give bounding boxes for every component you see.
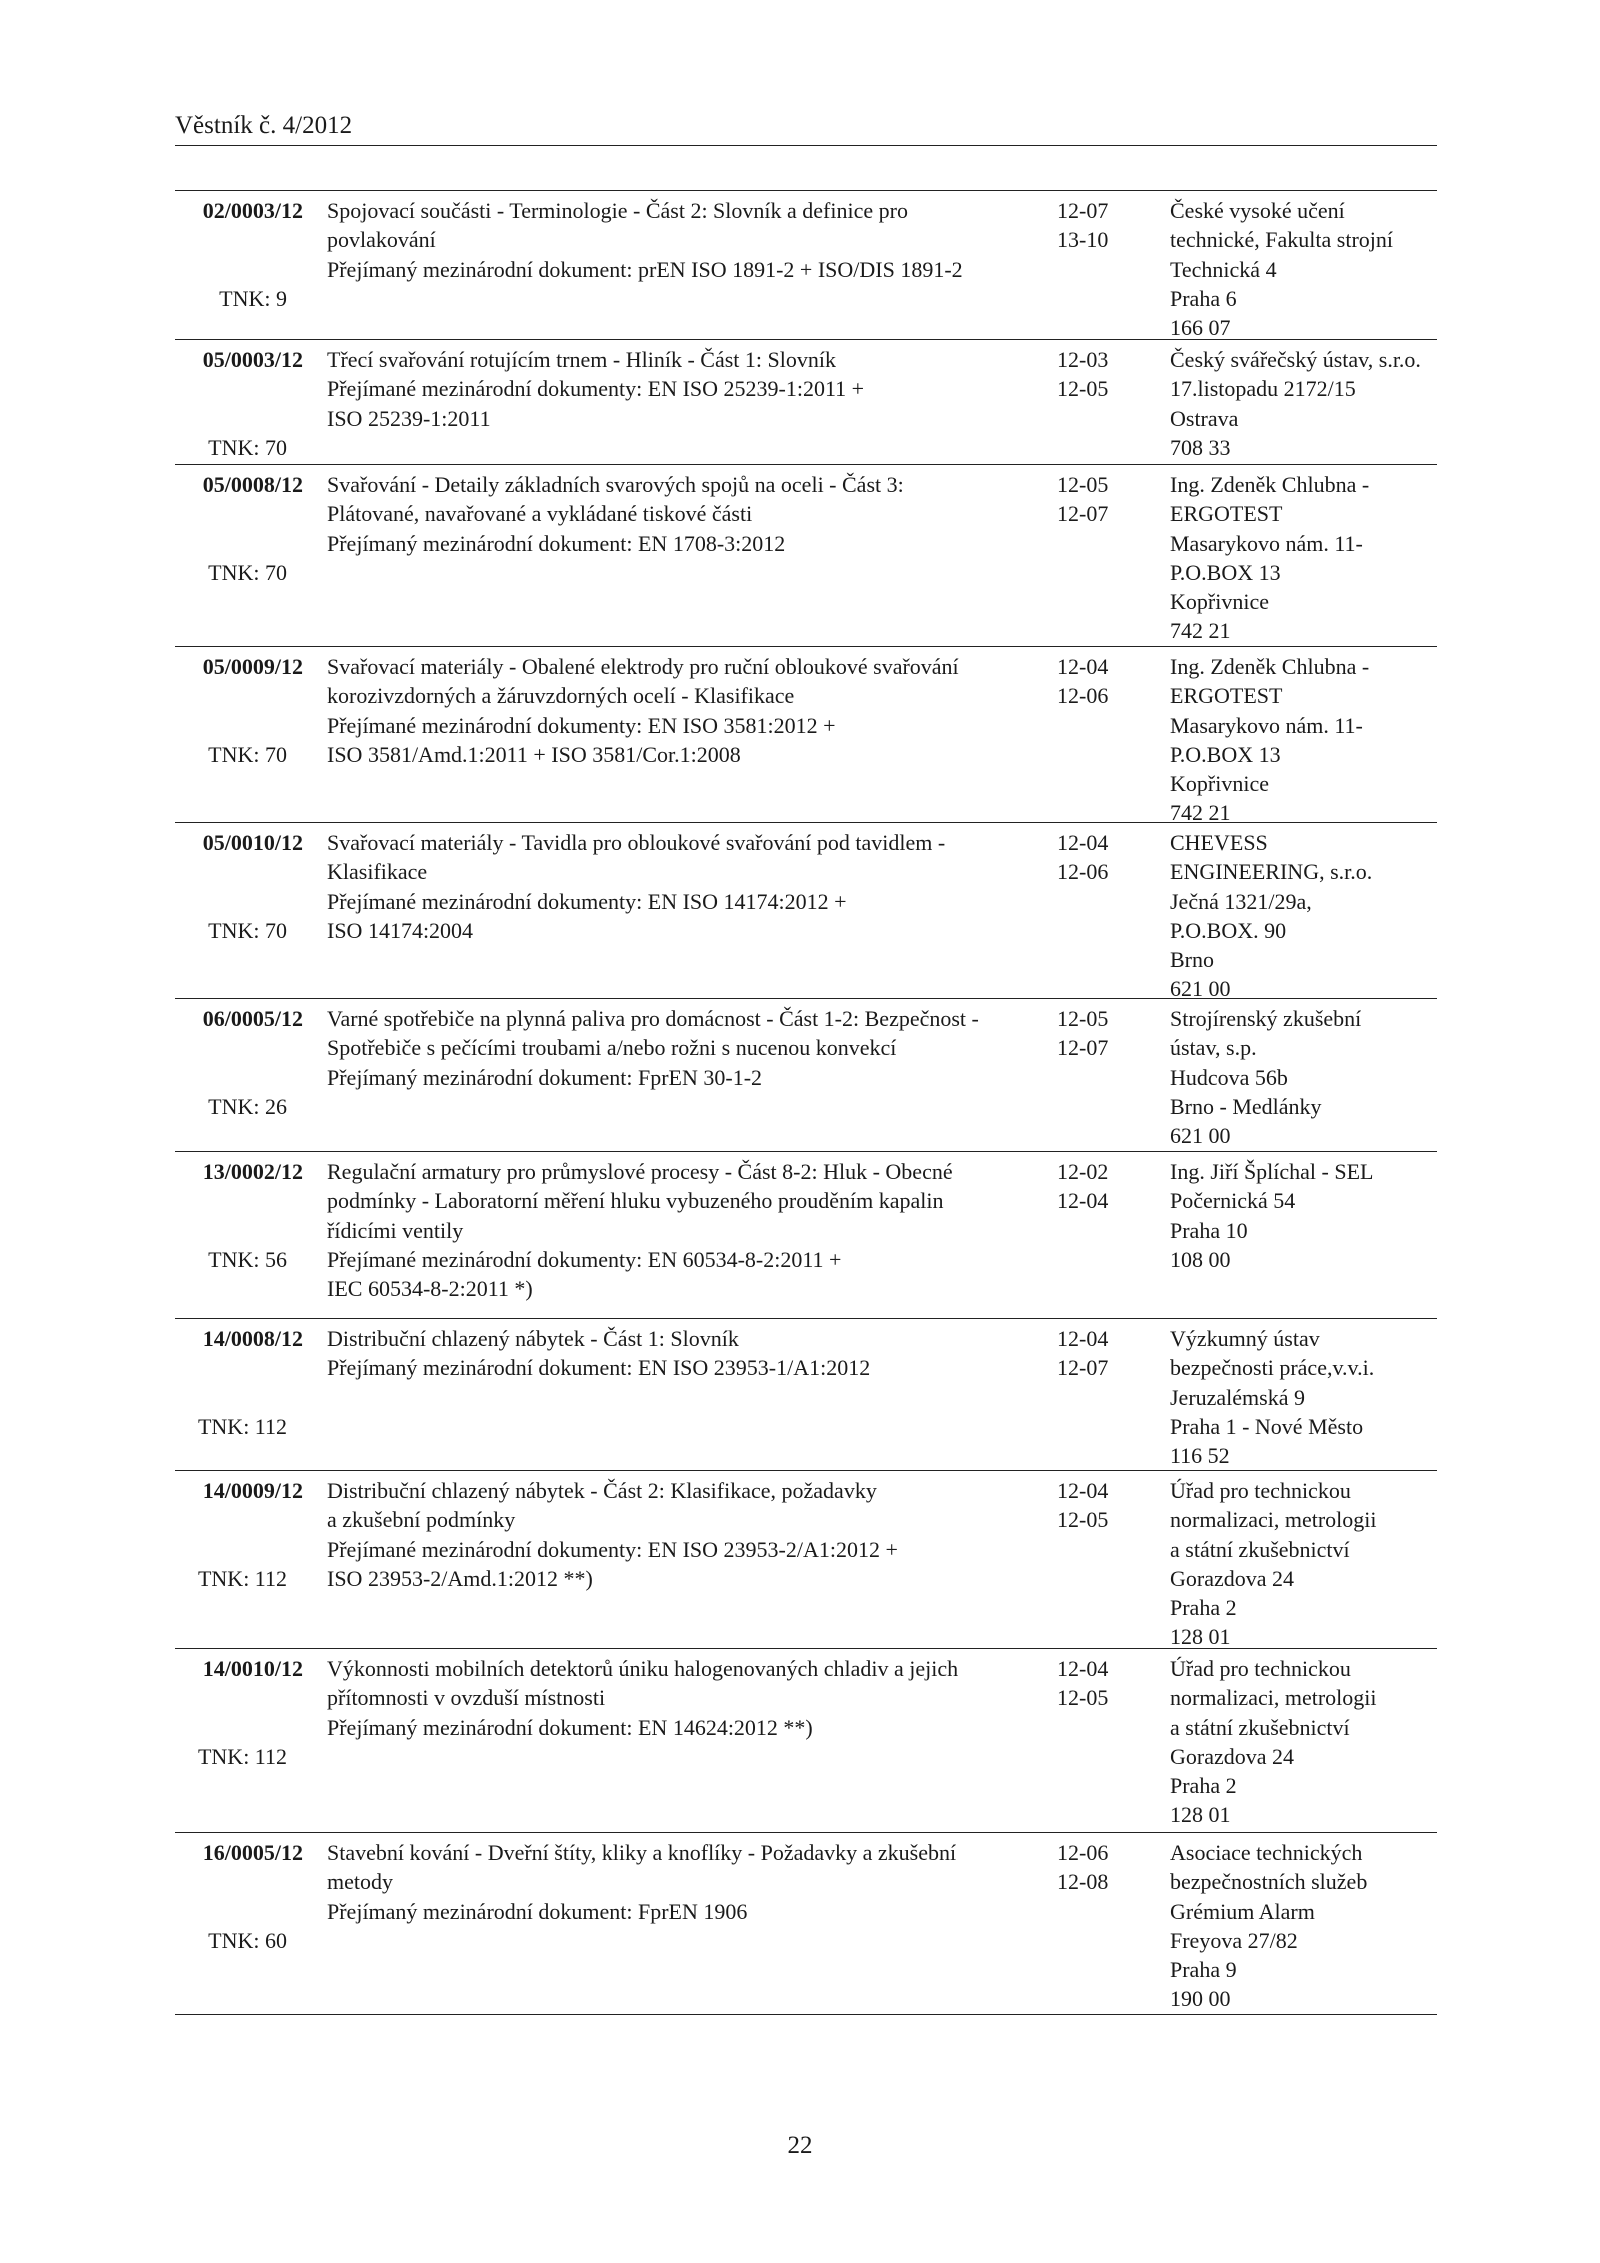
tnk-label: TNK: 70 bbox=[208, 741, 287, 767]
title-line: Stavební kování - Dveřní štíty, kliky a knoflíky - Požadavky a zkušební bbox=[327, 1840, 957, 1865]
organization-line: 742 21 bbox=[1170, 800, 1231, 826]
title-line: Přejímaný mezinárodní dokument: prEN ISO 1891-2 + ISO/DIS 1891-2 bbox=[327, 256, 963, 282]
organization-line: Ostrava bbox=[1170, 405, 1239, 431]
dates-line: 13-10 bbox=[1057, 227, 1109, 253]
organization-line: Počernická 54 bbox=[1170, 1188, 1296, 1214]
table-row bbox=[175, 1833, 1437, 2015]
table-row bbox=[175, 465, 1437, 647]
title-line: IEC 60534-8-2:2011 *) bbox=[327, 1276, 533, 1302]
title-line: Třecí svařování rotujícím trnem - Hliník - Část 1: Slovník bbox=[327, 347, 836, 372]
organization-line: 116 52 bbox=[1170, 1443, 1230, 1469]
dates-line: 12-06 bbox=[1057, 1840, 1109, 1865]
dates-cell bbox=[1057, 1004, 1157, 1063]
organization-line: Úřad pro technickou bbox=[1170, 1478, 1351, 1503]
organization-line: Český svářečský ústav, s.r.o. bbox=[1170, 347, 1421, 372]
title-cell bbox=[327, 1004, 1049, 1092]
title-line: Přejímaný mezinárodní dokument: EN 1708-3:2012 bbox=[327, 530, 786, 556]
dates-cell bbox=[1057, 1157, 1157, 1216]
dates-line: 12-07 bbox=[1057, 501, 1109, 527]
organization-line: bezpečnostních služeb bbox=[1170, 1869, 1368, 1895]
organization-cell bbox=[1170, 196, 1440, 342]
dates-cell bbox=[1057, 470, 1157, 529]
title-line: ISO 25239-1:2011 bbox=[327, 405, 491, 431]
organization-line: Grémium Alarm bbox=[1170, 1898, 1315, 1924]
dates-cell bbox=[1057, 1324, 1157, 1383]
standards-table bbox=[175, 191, 1437, 2015]
organization-line: ERGOTEST bbox=[1170, 501, 1283, 527]
standard-code: 16/0005/12 bbox=[202, 1840, 303, 1865]
organization-line: 621 00 bbox=[1170, 976, 1231, 1002]
page-header-title: Věstník č. 4/2012 bbox=[175, 112, 353, 139]
dates-line: 12-05 bbox=[1057, 376, 1109, 402]
table-row bbox=[175, 1649, 1437, 1833]
title-line: Svařování - Detaily základních svarových spojů na oceli - Část 3: bbox=[327, 472, 904, 497]
organization-line: Gorazdova 24 bbox=[1170, 1565, 1295, 1591]
organization-line: bezpečnosti práce,v.v.i. bbox=[1170, 1355, 1375, 1381]
dates-line: 12-04 bbox=[1057, 1326, 1109, 1351]
dates-line: 12-05 bbox=[1057, 1507, 1109, 1533]
organization-cell bbox=[1170, 1476, 1440, 1652]
dates-line: 12-04 bbox=[1057, 1656, 1109, 1681]
organization-line: 621 00 bbox=[1170, 1123, 1231, 1149]
organization-line: Praha 6 bbox=[1170, 285, 1237, 311]
dates-cell bbox=[1057, 196, 1157, 255]
title-line: Přejímané mezinárodní dokumenty: EN ISO 3581:2012 + bbox=[327, 712, 836, 738]
dates-cell bbox=[1057, 1654, 1157, 1713]
organization-cell bbox=[1170, 1838, 1440, 2014]
title-line: Přejímané mezinárodní dokumenty: EN ISO 25239-1:2011 + bbox=[327, 376, 865, 402]
standard-code: 05/0003/12 bbox=[202, 347, 303, 372]
organization-line: 190 00 bbox=[1170, 1986, 1231, 2012]
organization-line: Ječná 1321/29a, bbox=[1170, 888, 1312, 914]
title-line: Distribuční chlazený nábytek - Část 1: Slovník bbox=[327, 1326, 739, 1351]
organization-line: Asociace technických bbox=[1170, 1840, 1363, 1865]
title-line: Varné spotřebiče na plynná paliva pro domácnost - Část 1-2: Bezpečnost - bbox=[327, 1006, 979, 1031]
dates-line: 12-05 bbox=[1057, 1685, 1109, 1711]
tnk-label: TNK: 112 bbox=[197, 1743, 287, 1769]
title-line: přítomnosti v ovzduší místnosti bbox=[327, 1685, 606, 1711]
dates-line: 12-05 bbox=[1057, 472, 1109, 497]
dates-line: 12-05 bbox=[1057, 1006, 1109, 1031]
title-line: korozivzdorných a žáruvzdorných ocelí - Klasifikace bbox=[327, 683, 795, 709]
organization-line: Gorazdova 24 bbox=[1170, 1743, 1295, 1769]
dates-cell bbox=[1057, 652, 1157, 711]
title-line: ISO 3581/Amd.1:2011 + ISO 3581/Cor.1:2008 bbox=[327, 741, 741, 767]
title-cell bbox=[327, 1157, 1049, 1303]
title-line: Distribuční chlazený nábytek - Část 2: Klasifikace, požadavky bbox=[327, 1478, 877, 1503]
standard-code: 13/0002/12 bbox=[202, 1159, 303, 1184]
organization-cell bbox=[1170, 828, 1440, 1004]
table-row bbox=[175, 999, 1437, 1152]
table-row bbox=[175, 647, 1437, 826]
title-line: Výkonnosti mobilních detektorů úniku halogenovaných chladiv a jejich bbox=[327, 1656, 959, 1681]
title-line: Regulační armatury pro průmyslové procesy - Část 8-2: Hluk - Obecné bbox=[327, 1159, 953, 1184]
dates-line: 12-03 bbox=[1057, 347, 1109, 372]
tnk-label: TNK: 9 bbox=[219, 285, 287, 311]
table-row bbox=[175, 1471, 1437, 1649]
title-line: a zkušební podmínky bbox=[327, 1507, 516, 1533]
organization-line: Strojírenský zkušební bbox=[1170, 1006, 1362, 1031]
title-cell bbox=[327, 1476, 1049, 1593]
organization-line: Kopřivnice bbox=[1170, 589, 1269, 615]
title-cell bbox=[327, 652, 1049, 769]
dates-line: 12-04 bbox=[1057, 1478, 1109, 1503]
standard-code: 02/0003/12 bbox=[202, 198, 303, 223]
table-row bbox=[175, 823, 1437, 1002]
standard-code: 05/0010/12 bbox=[202, 830, 303, 855]
tnk-label: TNK: 60 bbox=[208, 1927, 287, 1953]
organization-line: ústav, s.p. bbox=[1170, 1035, 1257, 1061]
title-cell bbox=[327, 828, 1049, 945]
title-line: Spotřebiče s pečícími troubami a/nebo rožni s nucenou konvekcí bbox=[327, 1035, 897, 1061]
dates-cell bbox=[1057, 345, 1157, 404]
organization-cell bbox=[1170, 1004, 1440, 1150]
title-line: Spojovací součásti - Terminologie - Část 2: Slovník a definice pro bbox=[327, 198, 908, 223]
organization-line: Ing. Jiří Šplíchal - SEL bbox=[1170, 1159, 1374, 1184]
organization-line: a státní zkušebnictví bbox=[1170, 1536, 1350, 1562]
organization-line: Freyova 27/82 bbox=[1170, 1927, 1298, 1953]
tnk-label: TNK: 112 bbox=[197, 1565, 287, 1591]
title-line: Přejímané mezinárodní dokumenty: EN ISO 14174:2012 + bbox=[327, 888, 847, 914]
dates-cell bbox=[1057, 1476, 1157, 1535]
title-cell bbox=[327, 1838, 1049, 1926]
standard-code: 14/0009/12 bbox=[202, 1478, 303, 1503]
title-line: Svařovací materiály - Tavidla pro obloukové svařování pod tavidlem - bbox=[327, 830, 946, 855]
organization-line: 108 00 bbox=[1170, 1246, 1231, 1272]
dates-cell bbox=[1057, 828, 1157, 887]
dates-line: 12-07 bbox=[1057, 198, 1109, 223]
organization-line: a státní zkušebnictví bbox=[1170, 1714, 1350, 1740]
title-line: Svařovací materiály - Obalené elektrody pro ruční obloukové svařování bbox=[327, 654, 959, 679]
tnk-label: TNK: 26 bbox=[208, 1093, 287, 1119]
organization-line: Praha 1 - Nové Město bbox=[1170, 1413, 1364, 1439]
title-line: Přejímaný mezinárodní dokument: EN ISO 23953-1/A1:2012 bbox=[327, 1355, 871, 1381]
organization-line: Brno - Medlánky bbox=[1170, 1093, 1322, 1119]
organization-cell bbox=[1170, 652, 1440, 828]
table-row bbox=[175, 191, 1437, 340]
header-rule bbox=[175, 145, 1437, 146]
dates-line: 12-08 bbox=[1057, 1869, 1109, 1895]
organization-cell bbox=[1170, 1324, 1440, 1470]
standard-code: 14/0010/12 bbox=[202, 1656, 303, 1681]
tnk-label: TNK: 70 bbox=[208, 917, 287, 943]
organization-line: 128 01 bbox=[1170, 1624, 1231, 1650]
title-line: Klasifikace bbox=[327, 859, 428, 885]
organization-line: ENGINEERING, s.r.o. bbox=[1170, 859, 1373, 885]
organization-line: Ing. Zdeněk Chlubna - bbox=[1170, 654, 1370, 679]
organization-line: Praha 10 bbox=[1170, 1217, 1248, 1243]
dates-line: 12-04 bbox=[1057, 654, 1109, 679]
dates-line: 12-02 bbox=[1057, 1159, 1109, 1184]
organization-line: 708 33 bbox=[1170, 434, 1231, 460]
standard-code: 05/0008/12 bbox=[202, 472, 303, 497]
tnk-label: TNK: 70 bbox=[208, 559, 287, 585]
organization-line: Kopřivnice bbox=[1170, 771, 1269, 797]
organization-line: Masarykovo nám. 11- bbox=[1170, 712, 1363, 738]
title-line: Přejímaný mezinárodní dokument: FprEN 1906 bbox=[327, 1898, 748, 1924]
organization-cell bbox=[1170, 470, 1440, 646]
title-line: Plátované, navařované a vykládané tiskové části bbox=[327, 501, 753, 527]
dates-line: 12-04 bbox=[1057, 830, 1109, 855]
organization-line: Brno bbox=[1170, 947, 1214, 973]
organization-line: Praha 2 bbox=[1170, 1773, 1237, 1799]
title-cell bbox=[327, 196, 1049, 284]
organization-line: Hudcova 56b bbox=[1170, 1064, 1288, 1090]
organization-line: normalizaci, metrologii bbox=[1170, 1685, 1377, 1711]
title-line: ISO 23953-2/Amd.1:2012 **) bbox=[327, 1565, 593, 1591]
organization-line: Technická 4 bbox=[1170, 256, 1277, 282]
organization-line: České vysoké učení bbox=[1170, 198, 1345, 223]
title-cell bbox=[327, 345, 1049, 433]
title-line: podmínky - Laboratorní měření hluku vybuzeného prouděním kapalin bbox=[327, 1188, 944, 1214]
title-line: Přejímaný mezinárodní dokument: EN 14624:2012 **) bbox=[327, 1714, 813, 1740]
standard-code: 05/0009/12 bbox=[202, 654, 303, 679]
organization-line: technické, Fakulta strojní bbox=[1170, 227, 1393, 253]
tnk-label: TNK: 70 bbox=[208, 434, 287, 460]
title-line: řídicími ventily bbox=[327, 1217, 464, 1243]
organization-line: 17.listopadu 2172/15 bbox=[1170, 376, 1356, 402]
dates-cell bbox=[1057, 1838, 1157, 1897]
organization-cell bbox=[1170, 345, 1440, 462]
dates-line: 12-07 bbox=[1057, 1355, 1109, 1381]
table-row bbox=[175, 1319, 1437, 1471]
page-number: 22 bbox=[787, 2132, 813, 2159]
title-cell bbox=[327, 1654, 1049, 1742]
tnk-label: TNK: 56 bbox=[208, 1246, 287, 1272]
title-cell bbox=[327, 1324, 1049, 1383]
dates-line: 12-07 bbox=[1057, 1035, 1109, 1061]
title-cell bbox=[327, 470, 1049, 558]
table-row bbox=[175, 1152, 1437, 1319]
title-line: Přejímané mezinárodní dokumenty: EN 60534-8-2:2011 + bbox=[327, 1246, 842, 1272]
dates-line: 12-06 bbox=[1057, 683, 1109, 709]
organization-line: Výzkumný ústav bbox=[1170, 1326, 1320, 1351]
organization-line: normalizaci, metrologii bbox=[1170, 1507, 1377, 1533]
organization-line: Ing. Zdeněk Chlubna - bbox=[1170, 472, 1370, 497]
organization-line: Úřad pro technickou bbox=[1170, 1656, 1351, 1681]
table-row bbox=[175, 340, 1437, 465]
dates-line: 12-04 bbox=[1057, 1188, 1109, 1214]
tnk-label: TNK: 112 bbox=[197, 1413, 287, 1439]
organization-line: P.O.BOX. 90 bbox=[1170, 917, 1287, 943]
organization-line: Praha 2 bbox=[1170, 1595, 1237, 1621]
organization-cell bbox=[1170, 1654, 1440, 1830]
title-line: Přejímaný mezinárodní dokument: FprEN 30-1-2 bbox=[327, 1064, 763, 1090]
organization-line: 166 07 bbox=[1170, 315, 1231, 341]
standard-code: 06/0005/12 bbox=[202, 1006, 303, 1031]
organization-line: P.O.BOX 13 bbox=[1170, 559, 1281, 585]
dates-line: 12-06 bbox=[1057, 859, 1109, 885]
organization-line: ERGOTEST bbox=[1170, 683, 1283, 709]
organization-line: Masarykovo nám. 11- bbox=[1170, 530, 1363, 556]
title-line: povlakování bbox=[327, 227, 436, 253]
organization-line: Jeruzalémská 9 bbox=[1170, 1384, 1305, 1410]
organization-line: P.O.BOX 13 bbox=[1170, 741, 1281, 767]
organization-line: Praha 9 bbox=[1170, 1957, 1237, 1983]
organization-line: 128 01 bbox=[1170, 1802, 1231, 1828]
organization-line: 742 21 bbox=[1170, 618, 1231, 644]
organization-line: CHEVESS bbox=[1170, 830, 1268, 855]
title-line: ISO 14174:2004 bbox=[327, 917, 474, 943]
standard-code: 14/0008/12 bbox=[202, 1326, 303, 1351]
title-line: metody bbox=[327, 1869, 393, 1895]
organization-cell bbox=[1170, 1157, 1440, 1274]
title-line: Přejímané mezinárodní dokumenty: EN ISO 23953-2/A1:2012 + bbox=[327, 1536, 898, 1562]
